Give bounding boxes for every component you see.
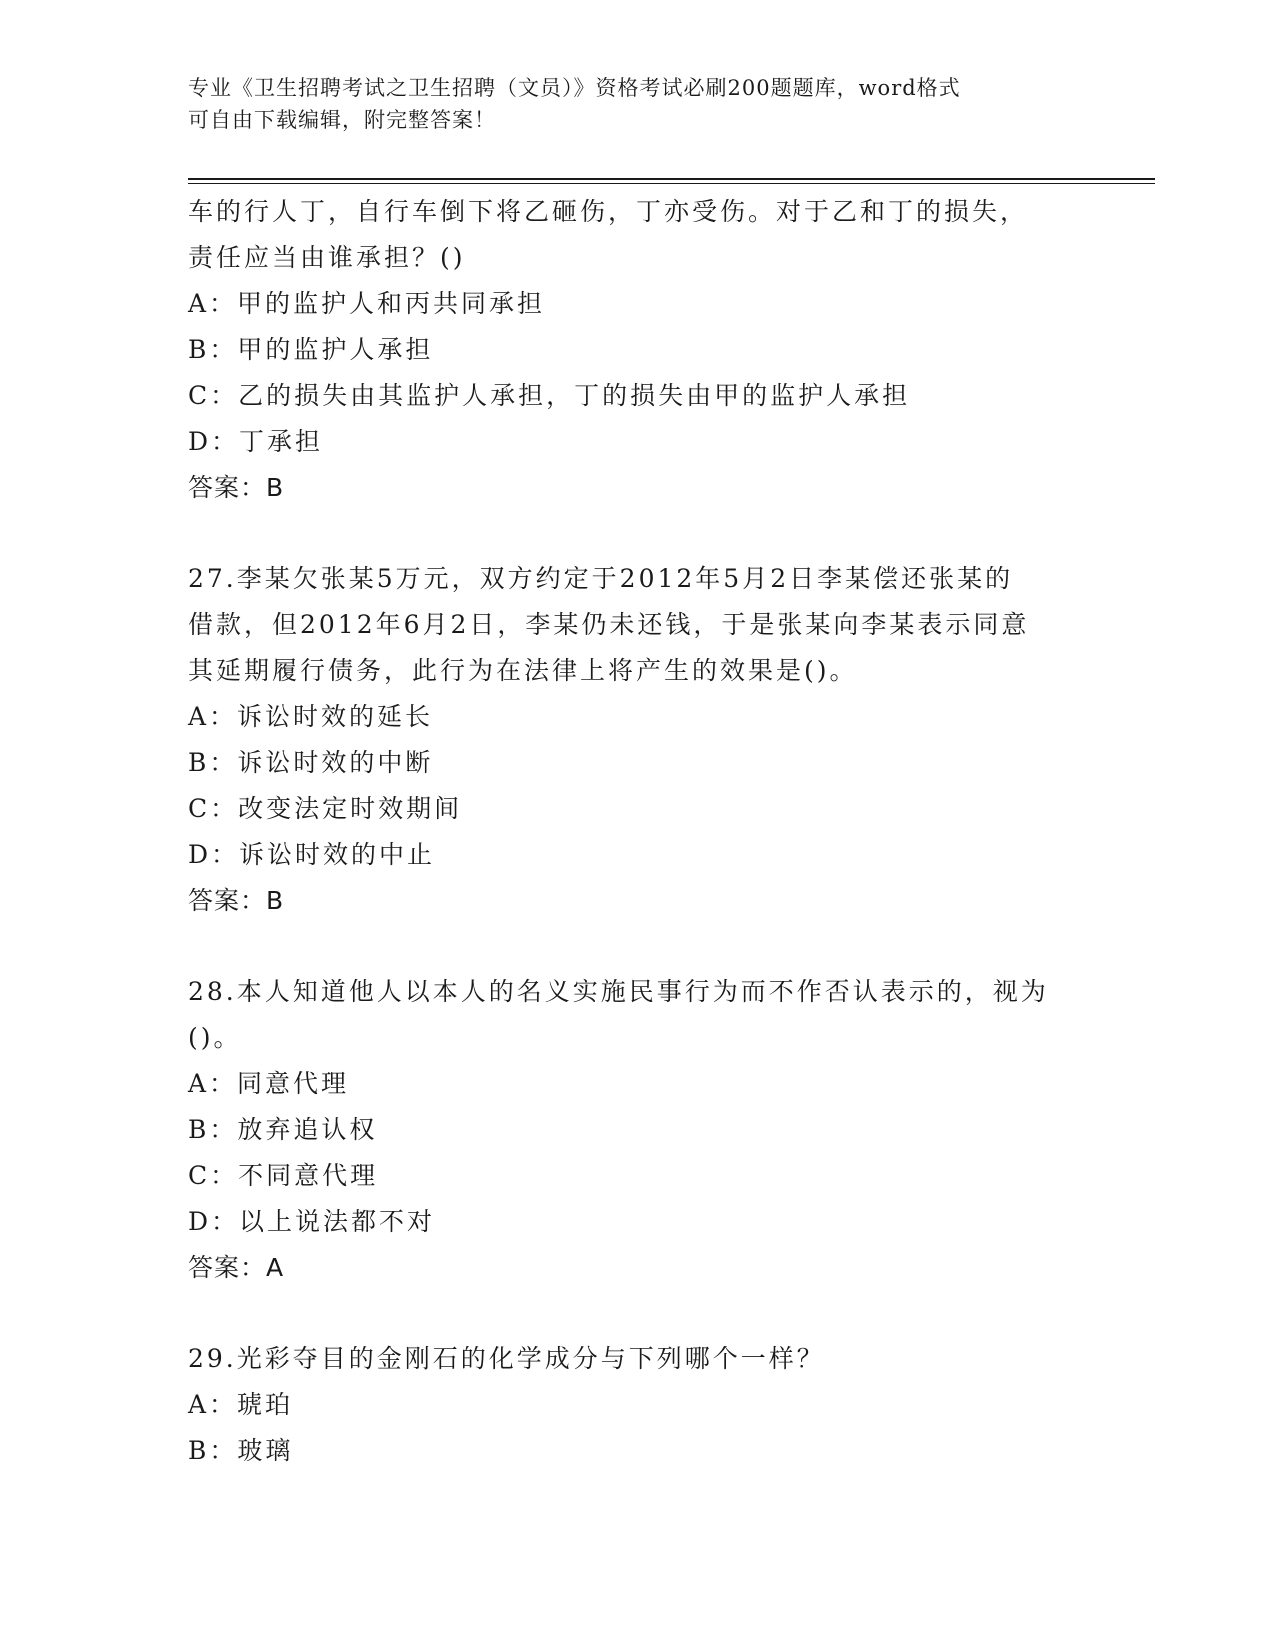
answer-line: 答案：A bbox=[188, 1253, 285, 1282]
option-a: A：诉讼时效的延长 bbox=[188, 702, 434, 731]
question-list bbox=[188, 189, 1088, 1474]
question-stem-line: ()。 bbox=[188, 1023, 242, 1052]
option-d: D：以上说法都不对 bbox=[188, 1207, 436, 1236]
question-stem-line: 28.本人知道他人以本人的名义实施民事行为而不作否认表示的，视为 bbox=[188, 977, 1049, 1006]
option-d: D：丁承担 bbox=[188, 427, 324, 456]
option-a: A：同意代理 bbox=[188, 1069, 350, 1098]
header-rule-thin bbox=[188, 183, 1155, 184]
question-26 bbox=[188, 189, 1088, 511]
question-gap bbox=[188, 511, 1088, 556]
question-gap bbox=[188, 924, 1088, 969]
question-stem-line: 借款，但2012年6月2日，李某仍未还钱，于是张某向李某表示同意 bbox=[188, 610, 1030, 639]
option-c: C：乙的损失由其监护人承担，丁的损失由甲的监护人承担 bbox=[188, 381, 911, 410]
question-stem-line: 车的行人丁，自行车倒下将乙砸伤，丁亦受伤。对于乙和丁的损失， bbox=[188, 197, 1029, 226]
option-b: B：甲的监护人承担 bbox=[188, 335, 434, 364]
question-27 bbox=[188, 556, 1088, 924]
option-a: A：甲的监护人和丙共同承担 bbox=[188, 289, 546, 318]
option-a: A：琥珀 bbox=[188, 1390, 294, 1419]
header-line-2: 可自由下载编辑，附完整答案！ bbox=[188, 108, 496, 132]
question-stem-line: 其延期履行债务，此行为在法律上将产生的效果是()。 bbox=[188, 656, 858, 685]
option-c: C：改变法定时效期间 bbox=[188, 794, 463, 823]
answer-line: 答案：B bbox=[188, 886, 285, 915]
question-stem-line: 29.光彩夺目的金刚石的化学成分与下列哪个一样？ bbox=[188, 1344, 825, 1373]
option-b: B：放弃追认权 bbox=[188, 1115, 378, 1144]
option-c: C：不同意代理 bbox=[188, 1161, 379, 1190]
document-header bbox=[188, 72, 1088, 136]
header-line-1: 专业《卫生招聘考试之卫生招聘（文员）》资格考试必刷200题题库，word格式 bbox=[188, 76, 961, 100]
question-28 bbox=[188, 969, 1088, 1291]
answer-line: 答案：B bbox=[188, 473, 285, 502]
question-29 bbox=[188, 1336, 1088, 1474]
option-b: B：诉讼时效的中断 bbox=[188, 748, 434, 777]
question-stem-line: 27.李某欠张某5万元，双方约定于2012年5月2日李某偿还张某的 bbox=[188, 564, 1014, 593]
question-gap bbox=[188, 1291, 1088, 1336]
option-d: D：诉讼时效的中止 bbox=[188, 840, 436, 869]
header-rule-thick bbox=[188, 178, 1155, 180]
question-stem-line: 责任应当由谁承担？() bbox=[188, 243, 466, 272]
option-b: B：玻璃 bbox=[188, 1436, 294, 1465]
